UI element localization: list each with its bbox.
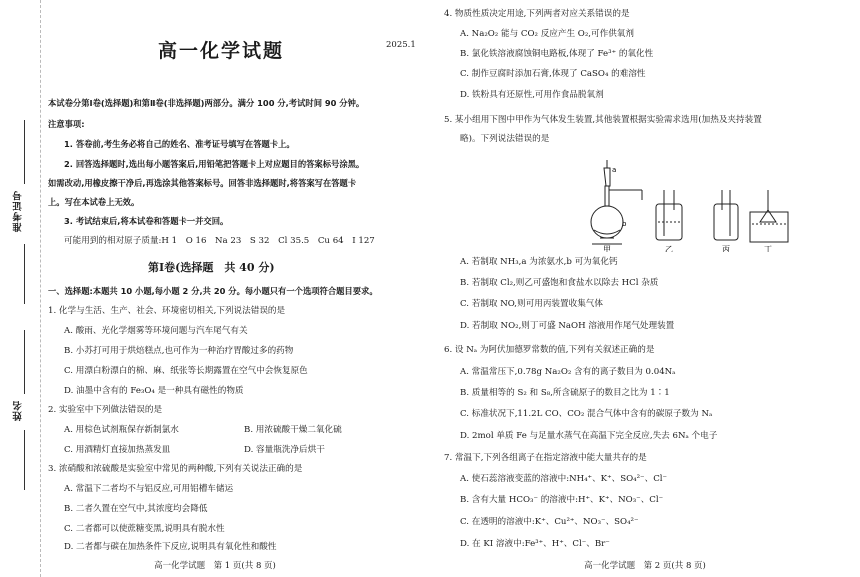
q6-option-a: A. 常温常压下,0.78g Na₂O₂ 含有的离子数目为 0.04Nₐ xyxy=(460,367,676,377)
q2-options-row2 xyxy=(48,443,416,456)
notice-title: 注意事项: xyxy=(48,119,85,129)
notice-2-cont: 如需改动,用橡皮擦干净后,再选涂其他答案标号。回答非选择题时,将答案写在答题卡 xyxy=(48,178,357,188)
q5-option-c: C. 若制取 NO,则可用丙装置收集气体 xyxy=(460,299,603,309)
q5-option-b: B. 若制取 Cl₂,则乙可盛饱和食盐水以除去 HCl 杂质 xyxy=(460,278,659,288)
exam-id-label: 准考证号 xyxy=(13,190,24,232)
q2-stem: 2. 实验室中下列做法错误的是 xyxy=(48,405,163,415)
label-a: a xyxy=(612,166,617,174)
apparatus-bing-icon xyxy=(714,190,738,240)
q6-option-b: B. 质量相等的 S₂ 和 S₈,所含硫原子的数目之比为 1∶1 xyxy=(460,388,670,398)
q2-option-b: B. 用浓硫酸干燥二氧化硫 xyxy=(244,425,342,435)
section-title: 第Ⅰ卷(选择题 共 40 分) xyxy=(148,261,275,274)
q1-option-b: B. 小苏打可用于烘焙糕点,也可作为一种治疗胃酸过多的药物 xyxy=(64,346,294,356)
q3-stem: 3. 浓硝酸和浓硫酸是实验室中常见的两种酸,下列有关说法正确的是 xyxy=(48,464,303,474)
q6-option-d: D. 2mol 单质 Fe 与足量水蒸气在高温下完全反应,失去 6Nₐ 个电子 xyxy=(460,431,718,441)
q2-options-row1 xyxy=(48,423,416,436)
q6-stem: 6. 设 Nₐ 为阿伏加德罗常数的值,下列有关叙述正确的是 xyxy=(444,345,655,355)
q4-option-c: C. 制作豆腐时添加石膏,体现了 CaSO₄ 的难溶性 xyxy=(460,69,646,79)
q5-option-a: A. 若制取 NH₃,a 为浓氨水,b 可为氧化钙 xyxy=(460,257,618,267)
apparatus-yi-icon xyxy=(656,190,682,240)
section-intro: 一、选择题:本题共 10 小题,每小题 2 分,共 20 分。每小题只有一个选项符合题目要求。 xyxy=(48,286,378,296)
apparatus-jia-icon xyxy=(591,160,642,244)
q7-stem: 7. 常温下,下列各组离子在指定溶液中能大量共存的是 xyxy=(444,453,647,463)
atomic-masses: 可能用到的相对原子质量:H 1 O 16 Na 23 S 32 Cl 35.5 Cu 64 I 127 xyxy=(64,236,375,246)
q4-option-d: D. 铁粉具有还原性,可用作食品脱氧剂 xyxy=(460,90,604,100)
page-2-content xyxy=(444,0,850,577)
q1-option-a: A. 酸雨、光化学烟雾等环境问题与汽车尾气有关 xyxy=(64,326,248,336)
label-yi: 乙 xyxy=(665,245,673,252)
q4-option-b: B. 氯化铁溶液腐蚀铜电路板,体现了 Fe³⁺ 的氧化性 xyxy=(460,49,654,59)
q4-stem: 4. 物质性质决定用途,下列两者对应关系错误的是 xyxy=(444,9,630,19)
exam-id-line xyxy=(24,120,25,184)
q3-option-d: D. 二者都与碳在加热条件下反应,说明具有氧化性和酸性 xyxy=(64,542,277,552)
q3-option-a: A. 常温下二者均不与铝反应,可用铝槽车储运 xyxy=(64,484,234,494)
q5-stem-line1: 5. 某小组用下图中甲作为气体发生装置,其他装置根据实验需求选用(加热及夹持装置 xyxy=(444,115,762,125)
q5-option-d: D. 若制取 NO₂,则丁可盛 NaOH 溶液用作尾气处理装置 xyxy=(460,321,675,331)
binding-margin xyxy=(0,0,41,577)
q5-stem-line2: 略)。下列说法错误的是 xyxy=(460,134,550,144)
exam-title: 高一化学试题 xyxy=(158,40,285,62)
q1-stem: 1. 化学与生活、生产、社会、环境密切相关,下列说法错误的是 xyxy=(48,306,286,316)
label-ding: 丁 xyxy=(764,245,772,252)
q2-option-c: C. 用酒精灯直接加热蒸发皿 xyxy=(64,445,171,455)
q2-option-a: A. 用棕色试剂瓶保存新制氯水 xyxy=(64,425,179,435)
q2-option-d: D. 容量瓶洗净后烘干 xyxy=(244,445,325,455)
q7-option-a: A. 使石蕊溶液变蓝的溶液中:NH₄⁺、K⁺、SO₄²⁻、Cl⁻ xyxy=(460,474,668,484)
q7-option-b: B. 含有大量 HCO₃⁻ 的溶液中:H⁺、K⁺、NO₃⁻、Cl⁻ xyxy=(460,495,664,505)
page-2-footer: 高一化学试题 第 2 页(共 8 页) xyxy=(584,561,706,571)
notice-3: 3. 考试结束后,将本试卷和答题卡一并交回。 xyxy=(64,216,229,226)
notice-2-cont2: 上。写在本试卷上无效。 xyxy=(48,197,140,207)
q3-option-c: C. 二者都可以使蔗糖变黑,说明具有脱水性 xyxy=(64,524,225,534)
name-line xyxy=(24,330,25,394)
notice-1: 1. 答卷前,考生务必将自己的姓名、准考证号填写在答题卡上。 xyxy=(64,139,295,149)
q7-option-c: C. 在透明的溶液中:K⁺、Cu²⁺、NO₃⁻、SO₄²⁻ xyxy=(460,517,639,527)
q7-option-d: D. 在 KI 溶液中:Fe³⁺、H⁺、Cl⁻、Br⁻ xyxy=(460,539,610,549)
name-line-lower xyxy=(24,430,25,490)
apparatus-ding-icon xyxy=(750,190,788,242)
page-2 xyxy=(430,0,860,577)
exam-intro: 本试卷分第Ⅰ卷(选择题)和第Ⅱ卷(非选择题)两部分。满分 100 分,考试时间 90 分钟。 xyxy=(48,98,365,108)
q5-apparatus-figure xyxy=(572,160,832,252)
page-1-content xyxy=(48,0,416,577)
q1-option-c: C. 用漂白粉漂白的棉、麻、纸张等长期露置在空气中会恢复原色 xyxy=(64,366,308,376)
label-jia: 甲 xyxy=(603,245,611,252)
q6-option-c: C. 标准状况下,11.2L CO、CO₂ 混合气体中含有的碳原子数为 Nₐ xyxy=(460,409,713,419)
label-b: b xyxy=(622,220,627,228)
exam-date: 2025.1 xyxy=(386,40,416,50)
name-label: 姓名 xyxy=(13,400,24,421)
exam-id-line-lower xyxy=(24,244,25,304)
label-bing: 丙 xyxy=(722,245,730,252)
q4-option-a: A. Na₂O₂ 能与 CO₂ 反应产生 O₂,可作供氧剂 xyxy=(460,29,634,39)
notice-2: 2. 回答选择题时,选出每小题答案后,用铅笔把答题卡上对应题目的答案标号涂黑。 xyxy=(64,159,365,169)
q3-option-b: B. 二者久置在空气中,其浓度均会降低 xyxy=(64,504,208,514)
q1-option-d: D. 油墨中含有的 Fe₃O₄ 是一种具有磁性的物质 xyxy=(64,386,244,396)
page-1-footer: 高一化学试题 第 1 页(共 8 页) xyxy=(154,561,276,571)
